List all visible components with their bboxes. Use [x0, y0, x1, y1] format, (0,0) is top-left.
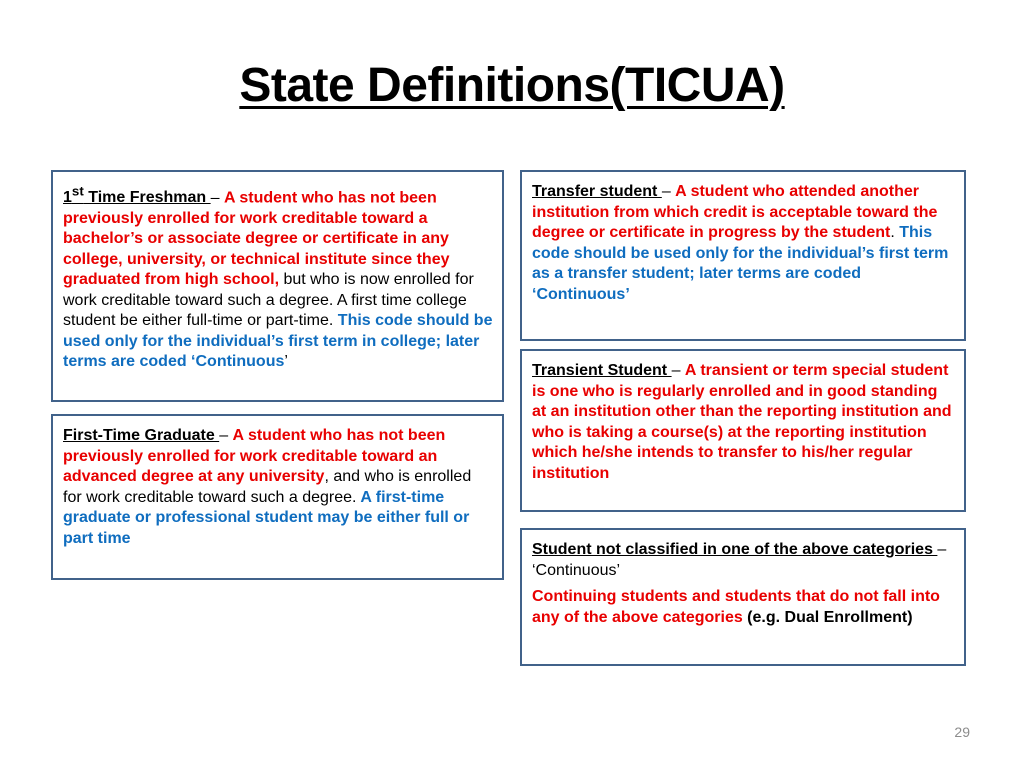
term-prefix: 1: [63, 189, 72, 207]
unclassified-description: [532, 587, 956, 628]
definition-red-text: Continuing students and students that do not fall into any of the above categories: [532, 588, 940, 626]
definition-box-transient-student: [520, 349, 966, 512]
term-superscript: st: [71, 184, 84, 199]
term-suffix: Time Freshman: [83, 189, 211, 207]
page-title: State Definitions(TICUA): [239, 59, 785, 112]
definition-plain-text: ‘Continuous’: [532, 561, 621, 579]
dash: –: [671, 362, 685, 379]
definition-blue-text: This code should be used only for the individual’s first term as a transfer student; later terms are coded ‘Continuous’: [532, 224, 949, 303]
definition-bold-text: (e.g. Dual Enrollment): [742, 608, 913, 626]
definition-blue-text: A first-time graduate or professional student may be either full or part time: [63, 488, 470, 547]
term-first-time-freshman: [63, 184, 211, 207]
definition-box-first-time-graduate: [51, 414, 504, 580]
page-number: 29: [954, 724, 970, 740]
definition-tail: ’: [284, 353, 288, 371]
dash: –: [661, 183, 676, 200]
term-transfer-student: Transfer student: [532, 183, 662, 200]
definition-plain-text: , and who is enrolled for work creditable toward such a degree.: [63, 468, 472, 506]
definition-plain-text: but who is now enrolled for work creditable toward such a degree. A first time college student be either full-time or part-time.: [63, 271, 474, 330]
dash: –: [937, 541, 947, 558]
definition-blue-text: This code should be used only for the individual’s first term in college; later terms are coded ‘Continuous: [63, 312, 493, 371]
definition-box-unclassified-student: [520, 528, 966, 666]
definition-red-text: A student who attended another institution from which credit is acceptable toward the degree or certificate in progress by the student: [532, 183, 938, 241]
dash: –: [210, 189, 224, 207]
term-transient-student: Transient Student: [532, 362, 672, 379]
definition-box-first-time-freshman: [51, 170, 504, 402]
term-first-time-graduate: First-Time Graduate: [63, 427, 220, 444]
dash: –: [219, 427, 233, 444]
definition-red-text: A transient or term special student is one who is regularly enrolled and in good standing at an institution other than the reporting institution and who is taking a course(s) at the reporting institution which he/she intends to transfer to his/her regular institution: [532, 362, 952, 482]
definition-red-text: A student who has not been previously enrolled for work creditable toward a bachelor’s or associate degree or certificate in any college, university, or technical institute since they graduated from high school,: [63, 189, 450, 289]
definition-plain-text: .: [890, 224, 895, 241]
unclassified-heading: [532, 540, 956, 581]
definition-box-transfer-student: [520, 170, 966, 341]
term-unclassified-student: Student not classified in one of the above categories: [532, 541, 938, 558]
definition-red-text: A student who has not been previously enrolled for work creditable toward an advanced degree at any university: [63, 427, 446, 485]
